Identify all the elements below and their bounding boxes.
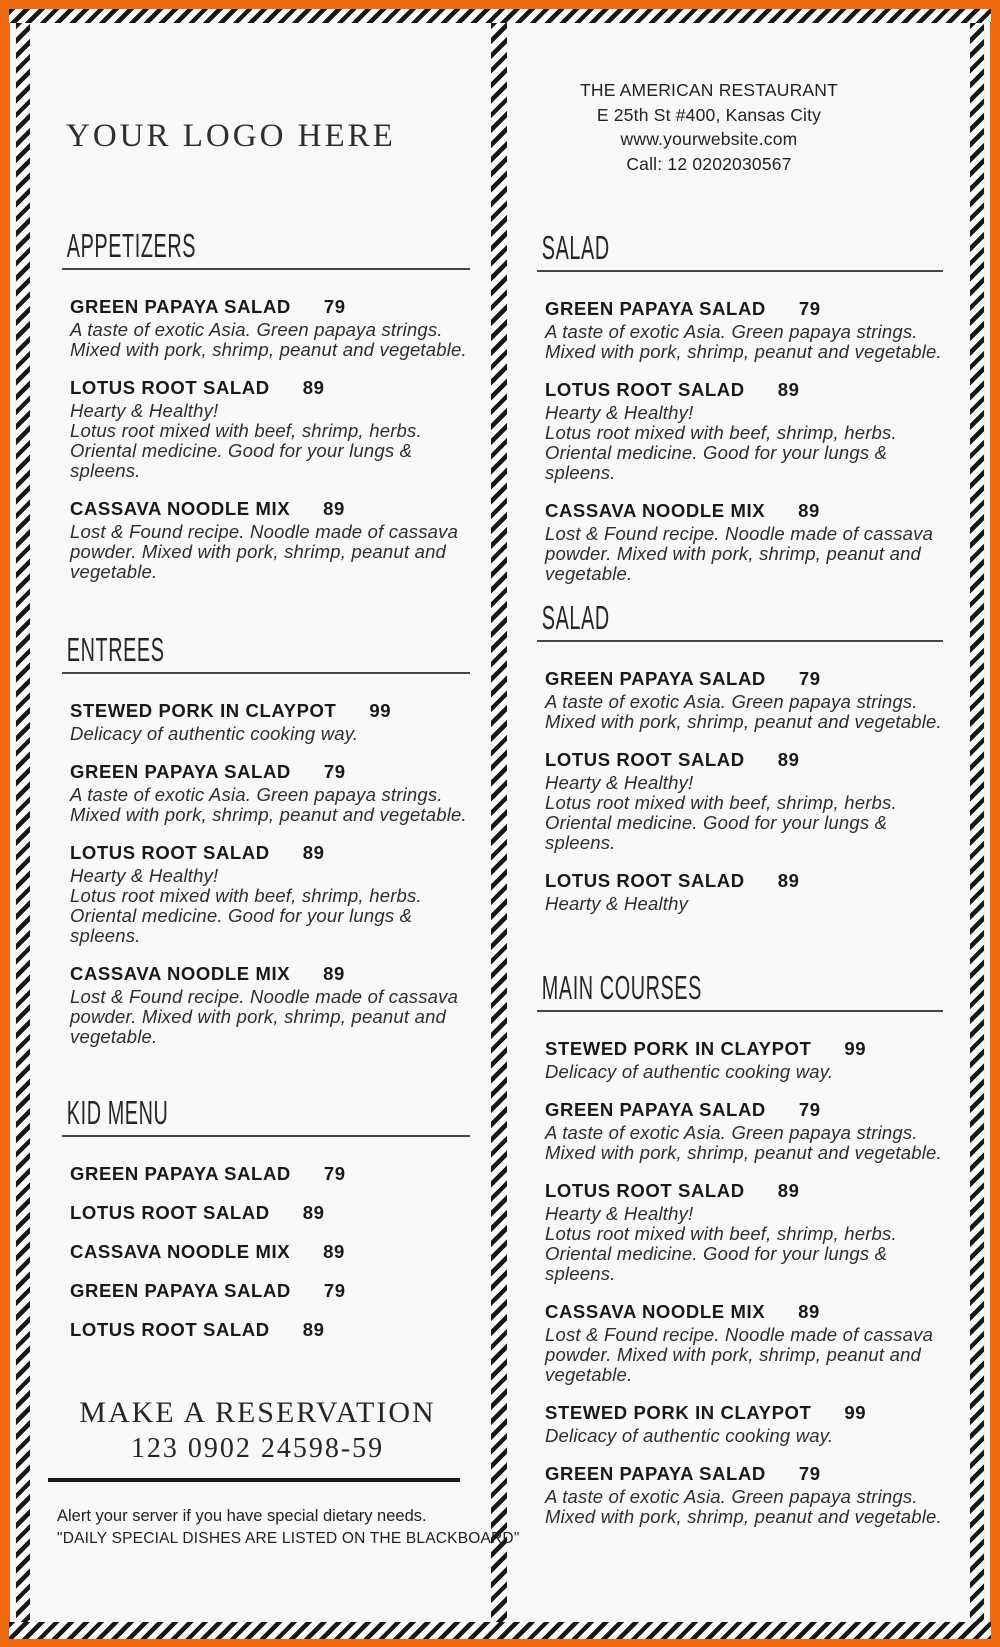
menu-item-description	[545, 1426, 943, 1446]
menu-item-name: STEWED PORK IN CLAYPOT	[545, 1402, 812, 1423]
restaurant-contact-block	[520, 78, 898, 176]
description-line: Lotus root mixed with beef, shrimp, herbs.	[545, 792, 897, 813]
menu-item-name: GREEN PAPAYA SALAD	[70, 296, 291, 317]
menu-item-line	[545, 1180, 943, 1202]
menu-item-name: CASSAVA NOODLE MIX	[70, 1241, 291, 1262]
footer-divider-rule	[48, 1478, 460, 1482]
menu-item-price: 89	[777, 870, 800, 891]
menu-item	[545, 1402, 943, 1446]
menu-item-line	[70, 377, 470, 399]
menu-item-line	[70, 842, 470, 864]
menu-item-price: 89	[798, 1301, 820, 1322]
menu-item-name: LOTUS ROOT SALAD	[70, 1319, 270, 1340]
menu-item-name: GREEN PAPAYA SALAD	[545, 1463, 766, 1484]
section-items	[62, 700, 470, 1047]
menu-item	[545, 1463, 943, 1527]
top-striped-border	[9, 9, 991, 23]
menu-item-line	[545, 668, 943, 690]
description-line: Delicacy of authentic cooking way.	[545, 1425, 834, 1446]
menu-item-description	[70, 320, 470, 360]
menu-item-line	[545, 1038, 943, 1060]
menu-item-line	[545, 1099, 943, 1121]
reservation-phone: 123 0902 24598-59	[130, 1433, 385, 1464]
menu-item-line	[70, 1202, 470, 1224]
menu-item	[70, 1319, 470, 1341]
section-underline	[537, 1010, 943, 1012]
section-title: KID MENU	[66, 1094, 169, 1131]
section-title: MAIN COURSES	[541, 969, 702, 1006]
description-line: spleens.	[70, 925, 141, 946]
description-line: vegetable.	[70, 561, 158, 582]
description-line: Mixed with pork, shrimp, peanut and vegetable.	[70, 339, 467, 360]
description-line: Delicacy of authentic cooking way.	[70, 723, 359, 744]
description-line: vegetable.	[545, 563, 633, 584]
left-orange-border	[0, 0, 10, 1647]
logo-placeholder-text: YOUR LOGO HERE	[66, 118, 396, 154]
bottom-orange-border	[0, 1639, 1000, 1647]
menu-item-name: GREEN PAPAYA SALAD	[545, 668, 766, 689]
description-line: vegetable.	[70, 1026, 158, 1047]
section-salad-1	[537, 230, 943, 601]
menu-item-price: 99	[369, 700, 392, 721]
menu-item-price: 89	[777, 749, 800, 770]
description-line: Lost & Found recipe. Noodle made of cassava	[545, 523, 934, 544]
restaurant-phone: Call: 12 0202030567	[626, 153, 792, 174]
section-title: SALAD	[541, 229, 610, 266]
menu-item-price: 79	[798, 298, 821, 319]
menu-item-price: 89	[302, 1319, 325, 1340]
menu-item-name: GREEN PAPAYA SALAD	[70, 1163, 291, 1184]
description-line: spleens.	[70, 460, 141, 481]
menu-item-line	[545, 870, 943, 892]
description-line: Mixed with pork, shrimp, peanut and vegetable.	[545, 711, 942, 732]
menu-item	[70, 963, 470, 1047]
menu-item	[545, 379, 943, 483]
section-underline	[537, 640, 943, 642]
section-items	[537, 1038, 943, 1527]
right-orange-border	[990, 0, 1000, 1647]
menu-item-price: 89	[798, 500, 820, 521]
menu-item-name: STEWED PORK IN CLAYPOT	[70, 700, 337, 721]
menu-item-description	[70, 724, 470, 744]
section-underline	[62, 1135, 470, 1137]
section-items	[62, 1163, 470, 1341]
menu-item	[70, 1202, 470, 1224]
description-line: A taste of exotic Asia. Green papaya strings.	[545, 691, 918, 712]
description-line: spleens.	[545, 462, 616, 483]
menu-item-description	[545, 1123, 943, 1163]
section-main-courses	[537, 970, 943, 1544]
dietary-note: Alert your server if you have special dietary needs.	[57, 1507, 427, 1525]
center-striped-divider	[491, 23, 507, 1622]
section-items	[62, 296, 470, 582]
menu-item-description	[545, 524, 943, 584]
description-line: spleens.	[545, 1263, 616, 1284]
description-line: Oriental medicine. Good for your lungs &	[545, 442, 888, 463]
menu-item-line	[70, 1163, 470, 1185]
menu-item-description	[545, 1487, 943, 1527]
menu-item	[70, 1280, 470, 1302]
menu-item	[545, 1180, 943, 1284]
section-entrees	[62, 632, 470, 1064]
menu-item-name: GREEN PAPAYA SALAD	[545, 298, 766, 319]
right-striped-border	[970, 23, 984, 1622]
menu-item	[545, 298, 943, 362]
restaurant-address: E 25th St #400, Kansas City	[596, 104, 822, 125]
special-note: "DAILY SPECIAL DISHES ARE LISTED ON THE BLACKBOARD"	[57, 1530, 520, 1547]
menu-item-line	[545, 379, 943, 401]
menu-item-name: LOTUS ROOT SALAD	[545, 379, 745, 400]
menu-item-description	[545, 692, 943, 732]
menu-item-price: 89	[323, 498, 345, 519]
description-line: Mixed with pork, shrimp, peanut and vegetable.	[545, 1506, 942, 1527]
section-items	[537, 298, 943, 584]
menu-item-price: 79	[798, 1463, 821, 1484]
description-line: A taste of exotic Asia. Green papaya strings.	[545, 1122, 918, 1143]
menu-item	[70, 842, 470, 946]
reservation-block	[50, 1396, 465, 1465]
menu-item-description	[545, 773, 943, 853]
description-line: vegetable.	[545, 1364, 633, 1385]
menu-item-price: 99	[844, 1402, 867, 1423]
menu-item-line	[545, 298, 943, 320]
menu-item-name: GREEN PAPAYA SALAD	[70, 761, 291, 782]
menu-item	[545, 500, 943, 584]
description-line: Mixed with pork, shrimp, peanut and vegetable.	[70, 804, 467, 825]
menu-item	[545, 1038, 943, 1082]
description-line: Lost & Found recipe. Noodle made of cassava	[70, 986, 459, 1007]
menu-item	[545, 749, 943, 853]
description-line: Oriental medicine. Good for your lungs &	[545, 1243, 888, 1264]
menu-item	[545, 668, 943, 732]
description-line: powder. Mixed with pork, shrimp, peanut and	[70, 541, 447, 562]
section-underline	[537, 270, 943, 272]
description-line: A taste of exotic Asia. Green papaya strings.	[545, 1486, 918, 1507]
menu-item-price: 79	[323, 1280, 346, 1301]
menu-item	[70, 377, 470, 481]
menu-item	[545, 870, 943, 914]
description-line: Lotus root mixed with beef, shrimp, herbs.	[545, 1223, 897, 1244]
menu-item-description	[545, 1325, 943, 1385]
menu-item-price: 89	[323, 963, 345, 984]
description-line: Hearty & Healthy!	[70, 400, 219, 421]
menu-item-name: LOTUS ROOT SALAD	[70, 842, 270, 863]
menu-item	[70, 296, 470, 360]
section-underline	[62, 268, 470, 270]
menu-item-line	[70, 498, 470, 520]
menu-item-description	[545, 1204, 943, 1284]
section-kid-menu	[62, 1095, 470, 1358]
menu-item-name: CASSAVA NOODLE MIX	[545, 1301, 766, 1322]
menu-item-name: LOTUS ROOT SALAD	[70, 1202, 270, 1223]
top-orange-border	[0, 0, 1000, 9]
menu-item	[70, 1241, 470, 1263]
description-line: Oriental medicine. Good for your lungs &	[545, 812, 888, 833]
menu-item-line	[70, 700, 470, 722]
menu-item	[70, 700, 470, 744]
menu-item-price: 79	[798, 668, 821, 689]
menu-item	[545, 1099, 943, 1163]
menu-item-name: CASSAVA NOODLE MIX	[70, 963, 291, 984]
section-title: APPETIZERS	[66, 227, 197, 264]
menu-item-description	[70, 522, 470, 582]
section-appetizers	[62, 228, 470, 599]
description-line: powder. Mixed with pork, shrimp, peanut and	[545, 1344, 922, 1365]
menu-item-price: 89	[302, 377, 325, 398]
menu-item-name: GREEN PAPAYA SALAD	[545, 1099, 766, 1120]
menu-item-price: 79	[798, 1099, 821, 1120]
menu-item-price: 89	[302, 1202, 325, 1223]
menu-item-name: LOTUS ROOT SALAD	[545, 870, 745, 891]
menu-item-line	[545, 1301, 943, 1323]
menu-item-description	[545, 322, 943, 362]
menu-item-line	[545, 500, 943, 522]
description-line: Lotus root mixed with beef, shrimp, herbs.	[70, 885, 422, 906]
menu-item-line	[70, 1319, 470, 1341]
menu-item	[70, 1163, 470, 1185]
left-striped-border	[16, 23, 30, 1622]
section-title: ENTREES	[66, 631, 165, 668]
menu-item-name: GREEN PAPAYA SALAD	[70, 1280, 291, 1301]
description-line: spleens.	[545, 832, 616, 853]
description-line: Mixed with pork, shrimp, peanut and vegetable.	[545, 1142, 942, 1163]
menu-item	[70, 761, 470, 825]
description-line: Delicacy of authentic cooking way.	[545, 1061, 834, 1082]
restaurant-name: THE AMERICAN RESTAURANT	[579, 80, 839, 100]
menu-item-price: 89	[777, 379, 800, 400]
menu-item-line	[70, 963, 470, 985]
menu-item	[545, 1301, 943, 1385]
description-line: Hearty & Healthy!	[545, 402, 694, 423]
menu-item-line	[545, 1402, 943, 1424]
section-title: SALAD	[541, 599, 610, 636]
menu-item	[70, 498, 470, 582]
menu-item-name: STEWED PORK IN CLAYPOT	[545, 1038, 812, 1059]
menu-item-description	[70, 401, 470, 481]
description-line: Lost & Found recipe. Noodle made of cassava	[545, 1324, 934, 1345]
restaurant-website: www.yourwebsite.com	[620, 129, 798, 149]
menu-item-name: LOTUS ROOT SALAD	[545, 749, 745, 770]
description-line: powder. Mixed with pork, shrimp, peanut and	[70, 1006, 447, 1027]
bottom-striped-border	[9, 1622, 991, 1639]
menu-item-line	[70, 296, 470, 318]
menu-item-price: 79	[323, 1163, 346, 1184]
menu-item-description	[545, 1062, 943, 1082]
description-line: Oriental medicine. Good for your lungs &	[70, 905, 413, 926]
menu-item-name: LOTUS ROOT SALAD	[70, 377, 270, 398]
menu-item-description	[70, 987, 470, 1047]
section-items	[537, 668, 943, 914]
description-line: A taste of exotic Asia. Green papaya strings.	[70, 319, 443, 340]
menu-item-price: 99	[844, 1038, 867, 1059]
footer-notes	[57, 1505, 520, 1549]
menu-item-line	[545, 1463, 943, 1485]
menu-item-description	[70, 866, 470, 946]
description-line: powder. Mixed with pork, shrimp, peanut and	[545, 543, 922, 564]
menu-item-price: 89	[302, 842, 325, 863]
menu-item-line	[70, 1280, 470, 1302]
menu-item-line	[545, 749, 943, 771]
menu-item-price: 89	[323, 1241, 345, 1262]
menu-item-line	[70, 761, 470, 783]
reservation-title: MAKE A RESERVATION	[79, 1396, 436, 1429]
menu-item-name: LOTUS ROOT SALAD	[545, 1180, 745, 1201]
description-line: Lotus root mixed with beef, shrimp, herbs.	[70, 420, 422, 441]
description-line: A taste of exotic Asia. Green papaya strings.	[545, 321, 918, 342]
description-line: Hearty & Healthy!	[545, 1203, 694, 1224]
menu-item-line	[70, 1241, 470, 1263]
description-line: A taste of exotic Asia. Green papaya strings.	[70, 784, 443, 805]
menu-item-description	[545, 894, 943, 914]
description-line: Hearty & Healthy!	[70, 865, 219, 886]
menu-item-name: CASSAVA NOODLE MIX	[70, 498, 291, 519]
section-underline	[62, 672, 470, 674]
description-line: Lotus root mixed with beef, shrimp, herbs.	[545, 422, 897, 443]
description-line: Mixed with pork, shrimp, peanut and vegetable.	[545, 341, 942, 362]
section-salad-2	[537, 600, 943, 931]
description-line: Hearty & Healthy	[545, 893, 689, 914]
menu-item-price: 89	[777, 1180, 800, 1201]
menu-item-description	[70, 785, 470, 825]
menu-item-price: 79	[323, 296, 346, 317]
menu-item-description	[545, 403, 943, 483]
description-line: Oriental medicine. Good for your lungs &	[70, 440, 413, 461]
description-line: Hearty & Healthy!	[545, 772, 694, 793]
menu-item-name: CASSAVA NOODLE MIX	[545, 500, 766, 521]
description-line: Lost & Found recipe. Noodle made of cassava	[70, 521, 459, 542]
menu-item-price: 79	[323, 761, 346, 782]
